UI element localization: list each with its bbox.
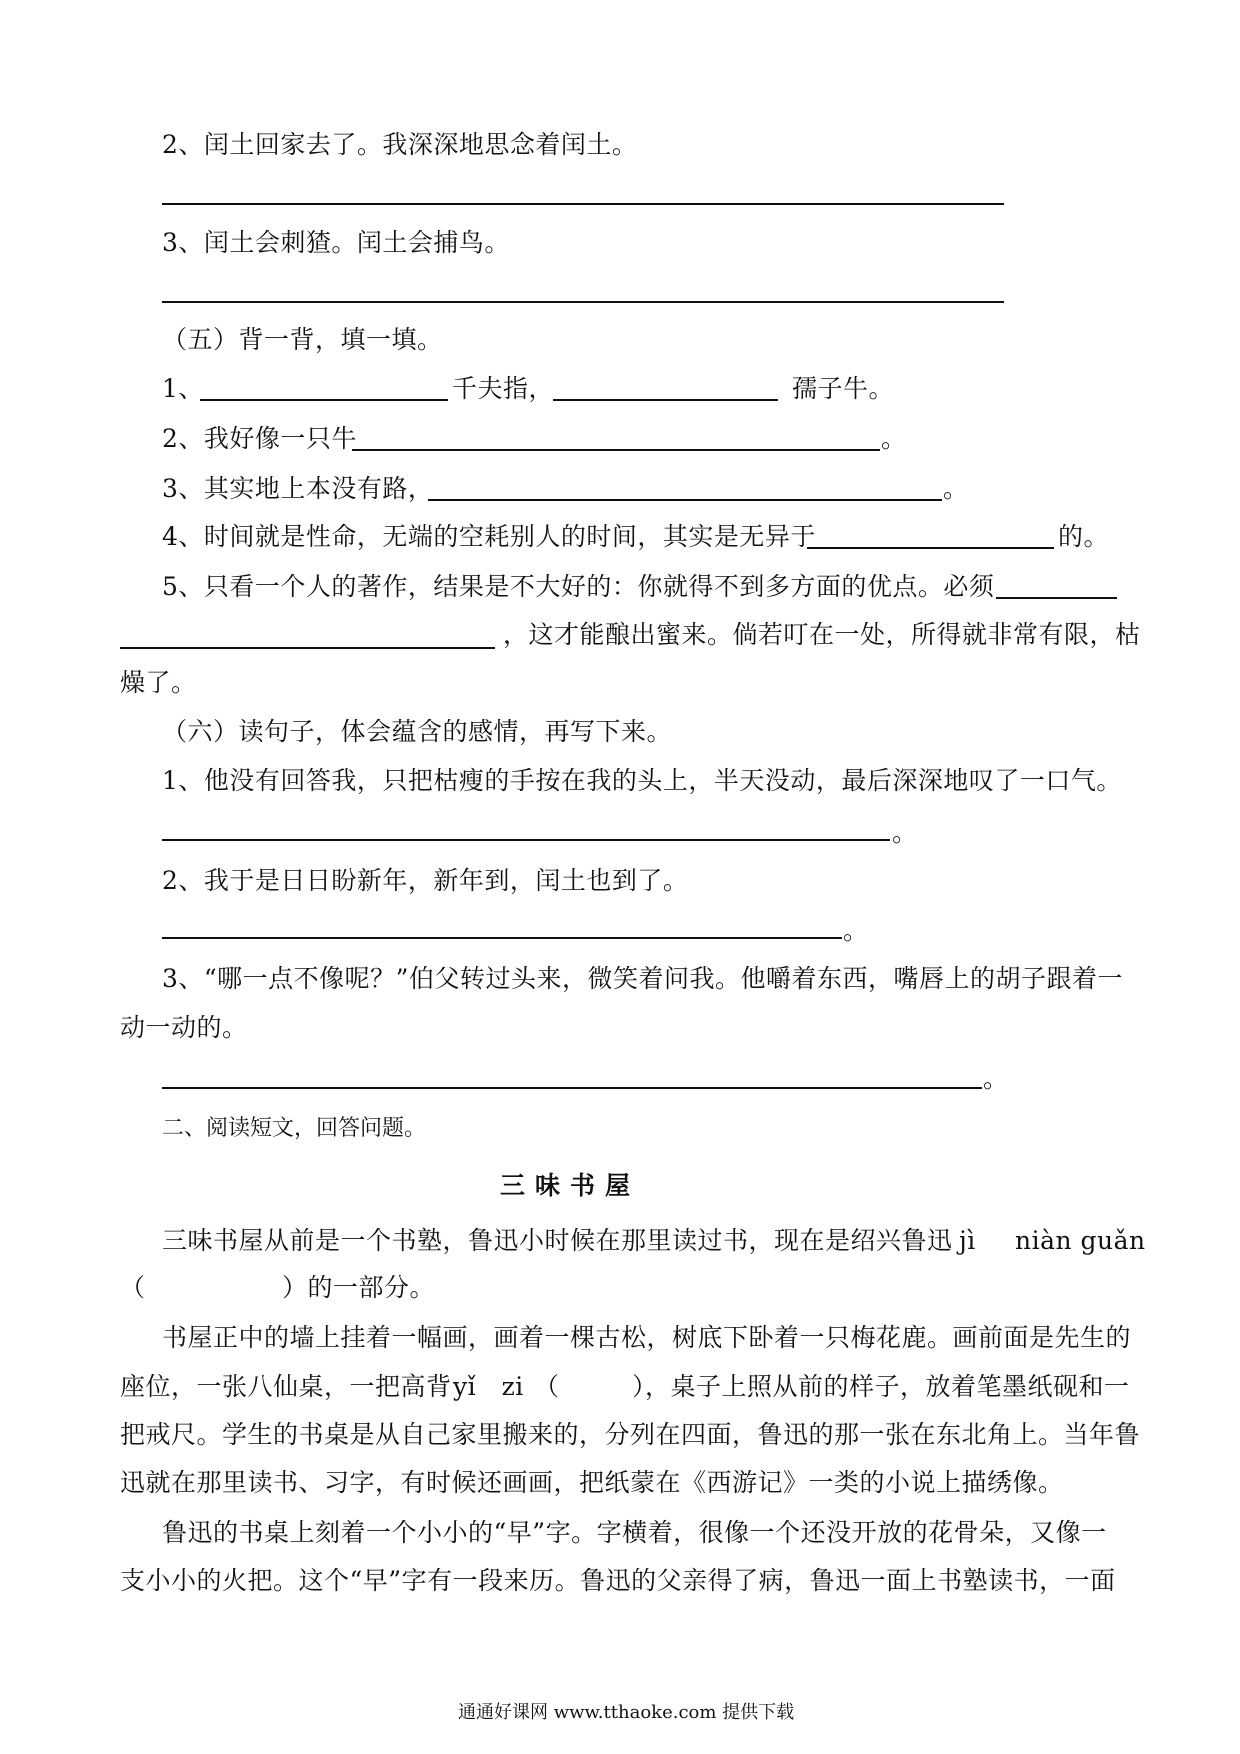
- fill-blank[interactable]: [120, 647, 495, 649]
- fill-blank[interactable]: [553, 399, 778, 401]
- q5-item-3: 3、其实地上本没有路，: [162, 474, 434, 503]
- fill-blank[interactable]: [996, 597, 1117, 599]
- pinyin-2: niàn guǎn: [1015, 1226, 1146, 1255]
- passage-p3-line2: 支小小的火把。这个“早”字有一段来历。鲁迅的父亲得了病，鲁迅一面上书塾读书，一面: [120, 1566, 1116, 1595]
- q5-item-3-end: 。: [943, 474, 969, 503]
- passage-p3-line1: 鲁迅的书桌上刻着一个小小的“早”字。字横着，很像一个还没开放的花骨朵，又像一: [162, 1518, 1107, 1547]
- fill-blank[interactable]: [352, 449, 880, 451]
- pinyin-1: jì: [959, 1226, 976, 1255]
- q6-item-2-end: 。: [843, 916, 869, 945]
- section-heading: 二、阅读短文，回答问题。: [162, 1116, 427, 1141]
- fill-blank[interactable]: [428, 499, 942, 501]
- q5-item-5: 5、只看一个人的著作，结果是不大好的：你就得不到多方面的优点。必须: [162, 572, 995, 601]
- blank-open: （: [120, 1273, 146, 1302]
- q5-item-5-last: 燥了。: [120, 668, 197, 697]
- q5-item-1-end: 孺子牛。: [792, 374, 895, 403]
- answer-line[interactable]: [162, 301, 1004, 303]
- page-footer: 通通好课网 www.tthaoke.com 提供下载: [458, 1702, 795, 1723]
- passage-p1-b: ）的一部分。: [282, 1273, 436, 1302]
- passage-title: 三味书屋: [500, 1171, 641, 1200]
- fill-blank[interactable]: [807, 547, 1054, 549]
- answer-line[interactable]: [162, 937, 842, 939]
- passage-p2-line2-a: 座位，一张八仙桌，一把高背: [120, 1372, 452, 1401]
- q5-item-1-num: 1、: [162, 374, 204, 403]
- passage-p1-a: 三味书屋从前是一个书塾，鲁迅小时候在那里读过书，现在是绍兴鲁迅: [162, 1226, 953, 1255]
- q4-item-2: 2、闰土回家去了。我深深地思念着闰土。: [162, 130, 638, 159]
- fill-blank[interactable]: [200, 399, 448, 401]
- q5-item-2-end: 。: [881, 424, 907, 453]
- q6-heading: （六）读句子，体会蕴含的感情，再写下来。: [162, 717, 673, 746]
- pinyin-3: yǐ zi: [453, 1372, 524, 1401]
- q5-item-4: 4、时间就是性命，无端的空耗别人的时间，其实是无异于: [162, 522, 816, 551]
- answer-line[interactable]: [162, 203, 1004, 205]
- q5-item-2: 2、我好像一只牛: [162, 424, 357, 453]
- q5-item-4-end: 的。: [1058, 522, 1110, 551]
- answer-line[interactable]: [162, 839, 890, 841]
- q6-item-3-cont: 动一动的。: [120, 1013, 248, 1042]
- q6-item-2: 2、我于是日日盼新年，新年到，闰土也到了。: [162, 866, 689, 895]
- q5-item-1-mid: 千夫指，: [452, 374, 555, 403]
- passage-p2-line2-b: ），桌子上照从前的样子，放着笔墨纸砚和一: [632, 1372, 1130, 1401]
- q6-item-1-end: 。: [892, 818, 918, 847]
- answer-blank[interactable]: [560, 1366, 630, 1402]
- answer-line[interactable]: [162, 1087, 982, 1089]
- q6-item-3: 3、“哪一点不像呢？”伯父转过头来，微笑着问我。他嚼着东西，嘴唇上的胡子跟着一: [162, 964, 1123, 993]
- q5-heading: （五）背一背，填一填。: [162, 325, 443, 354]
- q5-item-5-cont: ，这才能酿出蜜来。倘若叮在一处，所得就非常有限，枯: [503, 620, 1141, 649]
- passage-p2-line1: 书屋正中的墙上挂着一幅画，画着一棵古松，树底下卧着一只梅花鹿。画前面是先生的: [162, 1323, 1132, 1352]
- q4-item-3: 3、闰土会刺猹。闰土会捕鸟。: [162, 228, 510, 257]
- q6-item-3-end: 。: [983, 1064, 1009, 1093]
- passage-p2-line4: 迅就在那里读书、习字，有时候还画画，把纸蒙在《西游记》一类的小说上描绣像。: [120, 1468, 1064, 1497]
- q6-item-1: 1、他没有回答我，只把枯瘦的手按在我的头上，半天没动，最后深深地叹了一口气。: [162, 766, 1122, 795]
- blank-open: （: [534, 1372, 560, 1401]
- passage-p2-line3: 把戒尺。学生的书桌是从自己家里搬来的，分列在四面，鲁迅的那一张在东北角上。当年鲁: [120, 1420, 1141, 1449]
- answer-blank[interactable]: [150, 1268, 270, 1304]
